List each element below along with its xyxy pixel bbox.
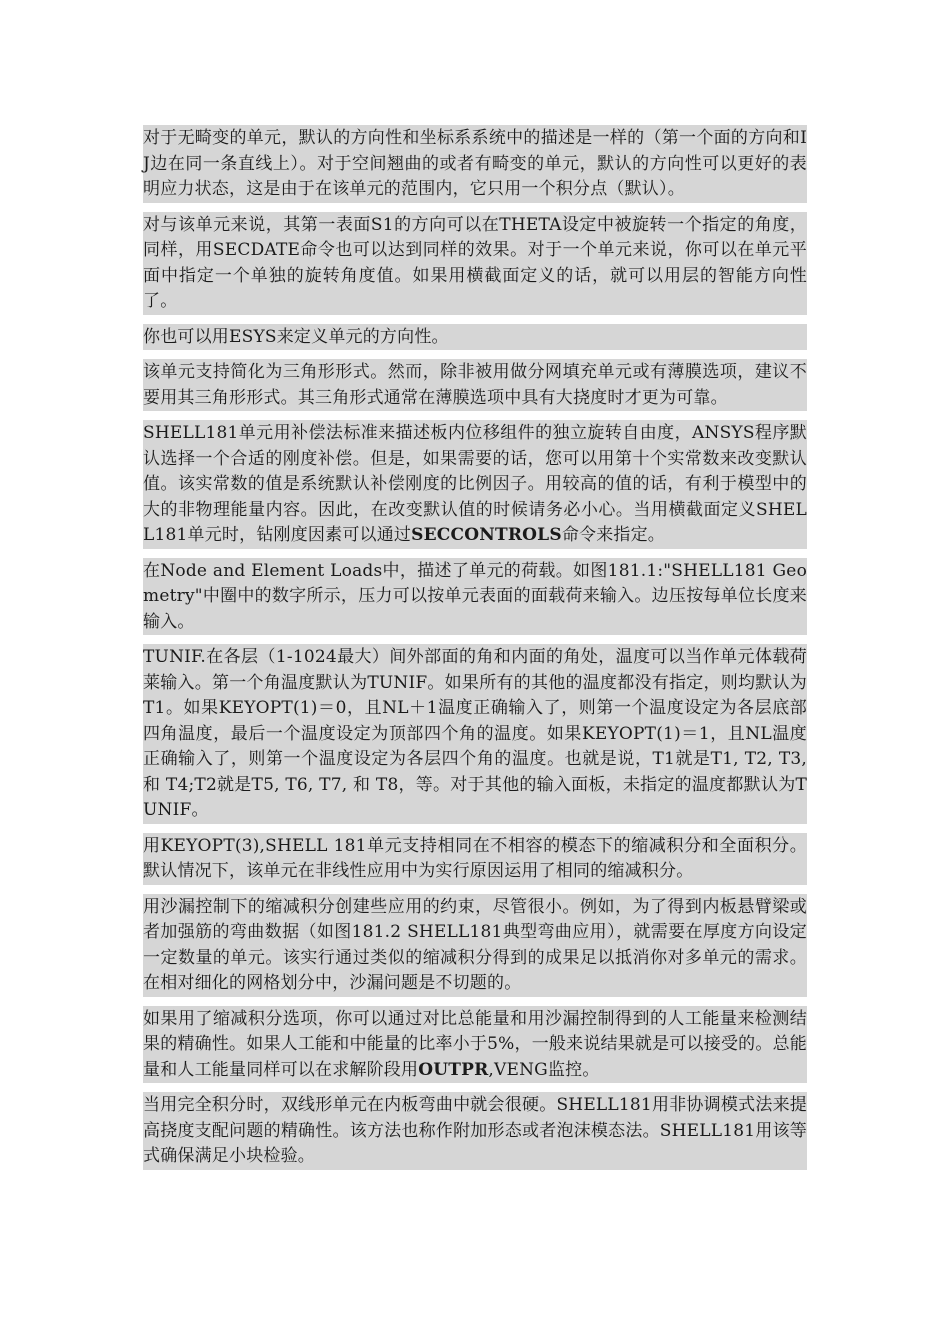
energy-text-a: 如果用了缩减积分选项，你可以通过对比总能量和用沙漏控制得到的人工能量来检测结果的精确性。如果人工能和中能量的比率小于5%，一般来说结果就是可以接受的。总能量和人工能量同样可以在求解阶段用 bbox=[143, 1008, 807, 1080]
paragraph-esys: 你也可以用ESYS来定义单元的方向性。 bbox=[143, 324, 807, 351]
paragraph-theta-rotation: 对与该单元来说，其第一表面S1的方向可以在THETA设定中被旋转一个指定的角度，同样，用SECDATE命令也可以达到同样的效果。对于一个单元来说，你可以在单元平面中指定一个单独的旋转角度值。如果用横截面定义的话，就可以用层的智能方向性了。 bbox=[143, 212, 807, 315]
paragraph-temperatures: TUNIF.在各层（1-1024最大）间外部面的角和内面的角处，温度可以当作单元体载荷莱输入。第一个角温度默认为TUNIF。如果所有的其他的温度都没有指定，则均默认为T1。如果KEYOPT(1)＝0，且NL＋1温度正确输入了，则第一个温度设定为各层底部四角温度，最后一个温度设定为顶部四个角的温度。如果KEYOPT(1)＝1，且NL温度正确输入了，则第一个温度设定为各层四个角的温度。也就是说，T1就是T1, T2, T3, 和 T4;T2就是T5, T6, T7, 和 T8，等。对于其他的输入面板，未指定的温度都默认为TUNIF。 bbox=[143, 644, 807, 824]
drilling-text-a: SHELL181单元用补偿法标准来描述板内位移组件的独立旋转自由度，ANSYS程序默认选择一个合适的刚度补偿。但是，如果需要的话，您可以用第十个实常数来改变默认值。该实常数的值是系统默认补偿刚度的比例因子。用较高的值的话，有利于模型中的大的非物理能量内容。因此，在改变默认值的时候请务必小心。当用横截面定义SHELL181单元时，钻刚度因素可以通过 bbox=[143, 423, 807, 545]
energy-text-b: ,VENG监控。 bbox=[488, 1059, 600, 1080]
paragraph-hourglass: 用沙漏控制下的缩减积分创建些应用的约束，尽管很小。例如，为了得到内板悬臂梁或者加强筋的弯曲数据（如图181.2 SHELL181典型弯曲应用），就需要在厚度方向设定一定数量的单元。该实行通过类似的缩减积分得到的成果足以抵消你对多单元的需求。在相对细化的网格划分中，沙漏问题是不切题的。 bbox=[143, 894, 807, 997]
secontrols-command: SECCONTROLS bbox=[411, 525, 562, 545]
outpr-command: OUTPR bbox=[418, 1059, 489, 1080]
paragraph-orientation: 对于无畸变的单元，默认的方向性和坐标系系统中的描述是一样的（第一个面的方向和IJ边在同一条直线上）。对于空间翘曲的或者有畸变的单元，默认的方向性可以更好的表明应力状态，这是由于在该单元的范围内，它只用一个积分点（默认）。 bbox=[143, 125, 807, 203]
paragraph-drilling-stiffness bbox=[143, 420, 807, 549]
paragraph-keyopt3: 用KEYOPT(3),SHELL 181单元支持相同在不相容的模态下的缩减积分和全面积分。 默认情况下，该单元在非线性应用中为实行原因运用了相同的缩减积分。 bbox=[143, 833, 807, 885]
paragraph-triangle-form: 该单元支持简化为三角形形式。然而，除非被用做分网填充单元或有薄膜选项，建议不要用其三角形形式。其三角形式通常在薄膜选项中具有大挠度时才更为可靠。 bbox=[143, 359, 807, 411]
paragraph-loads: 在Node and Element Loads中，描述了单元的荷载。如图181.1:"SHELL181 Geometry"中圈中的数字所示，压力可以按单元表面的面载荷来输入。边压按每单位长度来输入。 bbox=[143, 558, 807, 636]
paragraph-energy-check bbox=[143, 1006, 807, 1084]
drilling-text-b: 命令来指定。 bbox=[561, 525, 666, 545]
paragraph-incompatible-modes: 当用完全积分时，双线形单元在内板弯曲中就会很硬。SHELL181用非协调模式法来提高挠度支配问题的精确性。该方法也称作附加形态或者泡沫模态法。SHELL181用该等式确保满足小块检验。 bbox=[143, 1092, 807, 1170]
document-body bbox=[143, 125, 807, 1179]
